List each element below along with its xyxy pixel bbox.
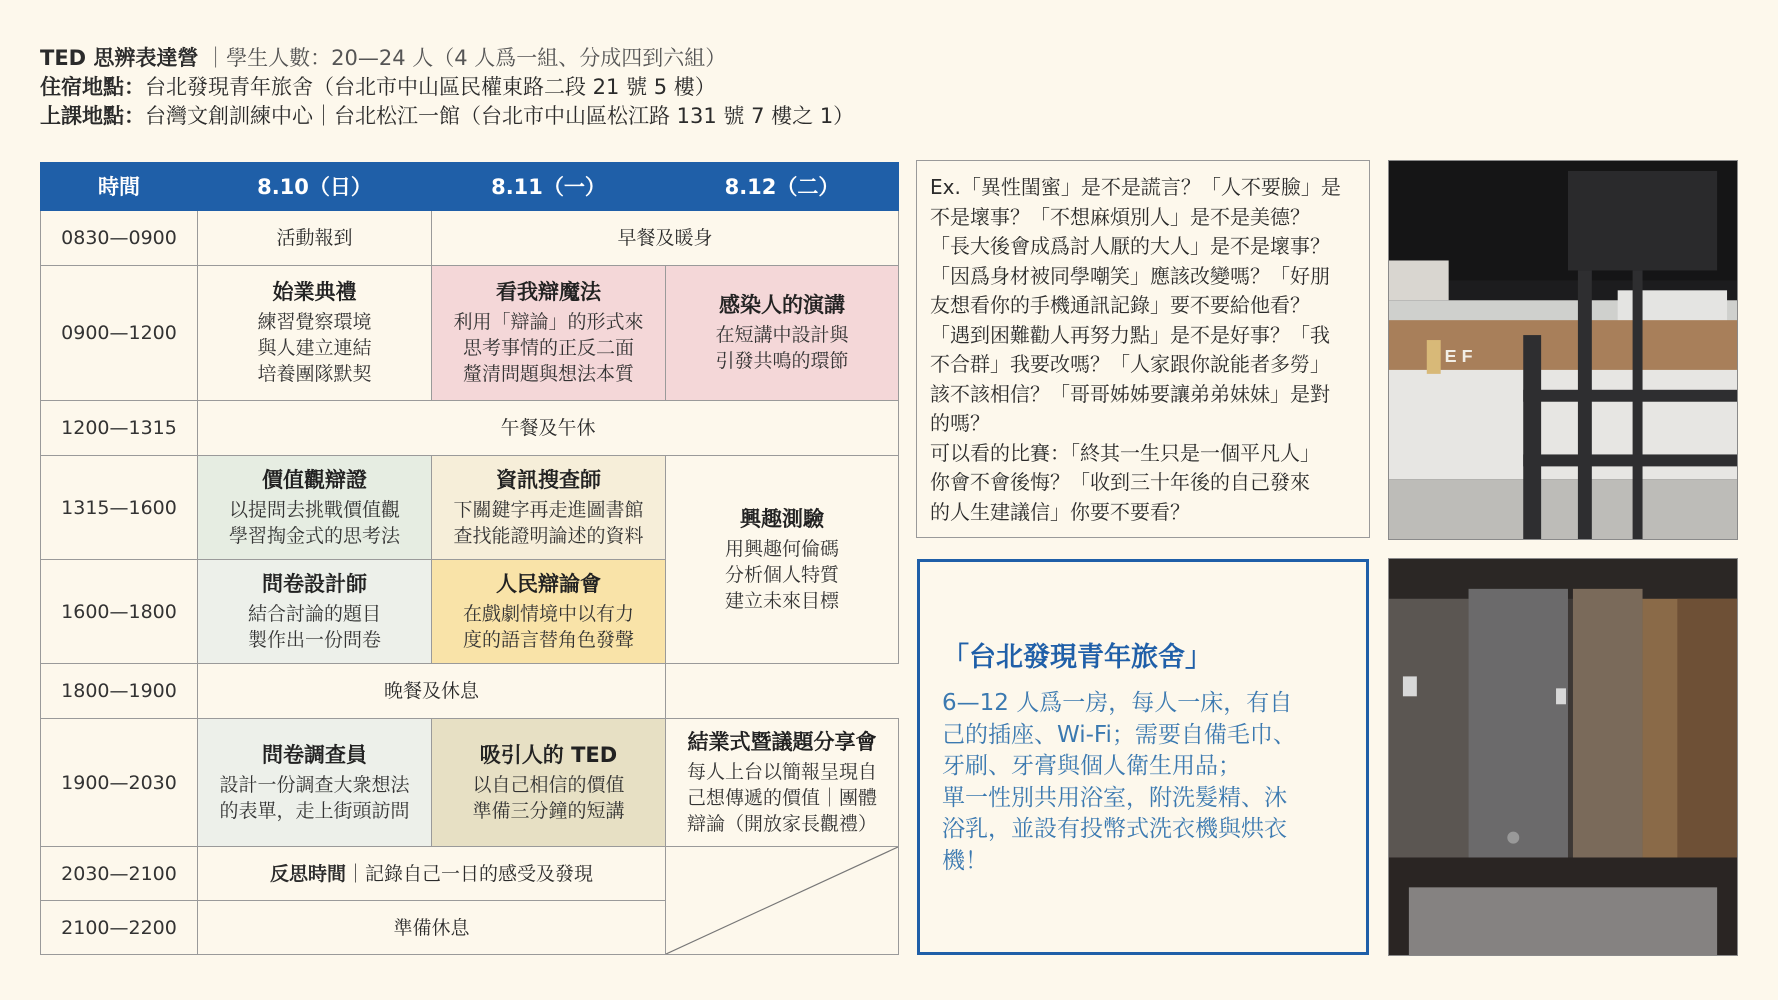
table-row	[41, 847, 899, 901]
time-slot: 1600—1800	[41, 560, 198, 664]
activity-title: 感染人的演講	[719, 293, 845, 317]
hostel-desc-line: 己的插座、Wi-Fi；需要自備毛巾、	[942, 721, 1296, 748]
table-row	[41, 401, 899, 456]
class-location-line	[40, 102, 854, 131]
example-line: 的人生建議信」你要不要看？	[930, 499, 1190, 524]
activity-title: 興趣測驗	[740, 506, 824, 531]
hostel-desc-line: 浴乳，並設有投幣式洗衣機與烘衣	[942, 816, 1287, 842]
activity-desc: 結合討論的題目 製作出一份問卷	[247, 602, 381, 651]
bunk-bed-image	[1389, 161, 1737, 539]
lodging-value: 台北發現青年旅舍（台北市中山區民權東路二段 21 號 5 樓）	[145, 75, 716, 99]
info-search-cell	[432, 456, 666, 560]
activity-title: 價值觀辯證	[262, 467, 367, 492]
breakfast-cell: 早餐及暖身	[432, 211, 899, 266]
example-line: 「長大後會成爲討人厭的大人」是不是壞事？	[930, 234, 1330, 258]
example-line: 的嗎？	[930, 411, 990, 435]
header-day-1: 8.10（日）	[198, 163, 432, 211]
time-slot: 1315—1600	[41, 456, 198, 560]
example-line: 不是壞事？「不想麻煩別人」是不是美德？	[930, 204, 1310, 229]
hostel-bunk-photo	[1388, 160, 1738, 540]
activity-title: 看我辯魔法	[496, 280, 601, 304]
activity-desc: 下關鍵字再走進圖書館 查找能證明論述的資料	[453, 498, 644, 547]
activity-desc: 以自己相信的價值 準備三分鐘的短講	[472, 773, 625, 822]
activity-desc: 在短講中設計與 引發共鳴的環節	[715, 324, 849, 372]
values-cell	[198, 456, 432, 560]
time-slot: 1800—1900	[41, 664, 198, 719]
activity-title: 問卷設計師	[262, 571, 367, 596]
activity-desc: 以提問去挑戰價值觀 學習掏金式的思考法	[228, 498, 400, 547]
bathroom-image	[1389, 559, 1737, 955]
header-time: 時間	[41, 163, 198, 211]
example-line: Ex.「異性閨蜜」是不是謊言？「人不要臉」是	[930, 175, 1341, 199]
reflection-cell	[198, 847, 666, 901]
example-line: 「遇到困難勸人再努力點」是不是好事？「我	[930, 322, 1330, 347]
example-line: 你會不會後悔？「收到三十年後的自己發來	[930, 470, 1310, 494]
camp-title: TED 思辨表達營	[40, 46, 199, 70]
hostel-desc-line: 牙刷、牙膏與個人衛生用品；	[942, 753, 1241, 779]
time-slot: 2030—2100	[41, 847, 198, 901]
closing-cell	[666, 719, 899, 847]
hostel-title: 「台北發現青年旅舍」	[942, 642, 1212, 673]
reflection-title: 反思時間	[269, 862, 346, 885]
reflection-desc: ｜記錄自己一日的感受及發現	[346, 862, 594, 885]
rest-cell: 準備休息	[198, 901, 666, 955]
header-day-3: 8.12（二）	[666, 163, 899, 211]
time-slot: 1200—1315	[41, 401, 198, 456]
table-row	[41, 456, 899, 560]
survey-design-cell	[198, 560, 432, 664]
interest-test-cell	[666, 456, 899, 664]
activity-desc: 用興趣何倫碼 分析個人特質 建立未來目標	[724, 537, 839, 612]
activity-desc: 每人上台以簡報呈現自 己想傳遞的價值｜團體 辯論（開放家長觀禮）	[686, 760, 877, 835]
camp-title-line: TED 思辨表達營 ｜學生人數：20—24 人（4 人爲一組、分成四到六組）	[40, 46, 727, 70]
example-line: 「因爲身材被同學嘲笑」應該改變嗎？「好朋	[930, 263, 1330, 288]
hostel-desc	[942, 688, 1350, 877]
hostel-desc-line: 單一性別共用浴室，附洗髮精、沐	[942, 784, 1287, 811]
speech-cell	[666, 266, 899, 401]
hostel-info-box	[917, 559, 1369, 955]
time-slot: 0900—1200	[41, 266, 198, 401]
opening-cell	[198, 266, 432, 401]
activity-desc: 練習覺察環境 與人建立連結 培養團隊默契	[257, 311, 372, 385]
class-location-value: 台灣文創訓練中心｜台北松江一館（台北市中山區松江路 131 號 7 樓之 1）	[145, 104, 855, 128]
time-slot: 0830—0900	[41, 211, 198, 266]
example-line: 友想看你的手機通訊記錄」要不要給他看？	[930, 293, 1310, 317]
table-row	[41, 664, 899, 719]
schedule-table	[40, 162, 899, 955]
empty-diagonal-cell	[666, 847, 899, 955]
table-row	[41, 719, 899, 847]
class-location-label: 上課地點：	[40, 104, 145, 128]
hostel-bathroom-photo	[1388, 558, 1738, 956]
lunch-cell: 午餐及午休	[198, 401, 899, 456]
time-slot: 1900—2030	[41, 719, 198, 847]
activity-desc: 在戲劇情境中以有力 度的語言替角色發聲	[462, 602, 634, 651]
checkin-cell: 活動報到	[198, 211, 432, 266]
floor-sign: E F	[1444, 345, 1473, 366]
hostel-desc-line: 6—12 人爲一房，每人一床，有自	[942, 690, 1293, 716]
table-row	[41, 211, 899, 266]
activity-title: 吸引人的 TED	[479, 742, 618, 767]
lodging-label: 住宿地點：	[40, 75, 145, 99]
surveyor-cell	[198, 719, 432, 847]
lodging-line	[40, 73, 854, 102]
example-line: 該不該相信？「哥哥姊姊要讓弟弟妹妹」是對	[930, 381, 1330, 406]
activity-title: 始業典禮	[272, 280, 357, 304]
dinner-cell: 晚餐及休息	[198, 664, 666, 719]
debate-examples-box	[916, 160, 1370, 538]
diagonal-line	[666, 847, 898, 954]
ted-talk-cell	[432, 719, 666, 847]
example-line: 不合群」我要改嗎？「人家跟你說能者多勞」	[930, 352, 1330, 376]
student-count: 學生人數：20—24 人（4 人爲一組、分成四到六組）	[226, 46, 727, 70]
camp-info-header	[40, 44, 854, 131]
debate-magic-cell	[432, 266, 666, 401]
table-header-row	[41, 163, 899, 211]
example-line: 可以看的比賽：「終其一生只是一個平凡人」	[930, 440, 1320, 465]
activity-title: 問卷調查員	[262, 742, 367, 767]
activity-desc: 利用「辯論」的形式來 思考事情的正反二面 釐清問題與想法本質	[453, 311, 644, 385]
header-day-2: 8.11（一）	[432, 163, 666, 211]
time-slot: 2100—2200	[41, 901, 198, 955]
table-row	[41, 266, 899, 401]
activity-desc: 設計一份調查大衆想法 的表單，走上街頭訪問	[219, 773, 410, 822]
activity-title: 資訊搜查師	[496, 467, 601, 492]
activity-title: 結業式暨議題分享會	[687, 729, 877, 754]
hostel-desc-line: 機！	[942, 847, 988, 874]
activity-title: 人民辯論會	[496, 571, 601, 596]
people-debate-cell	[432, 560, 666, 664]
